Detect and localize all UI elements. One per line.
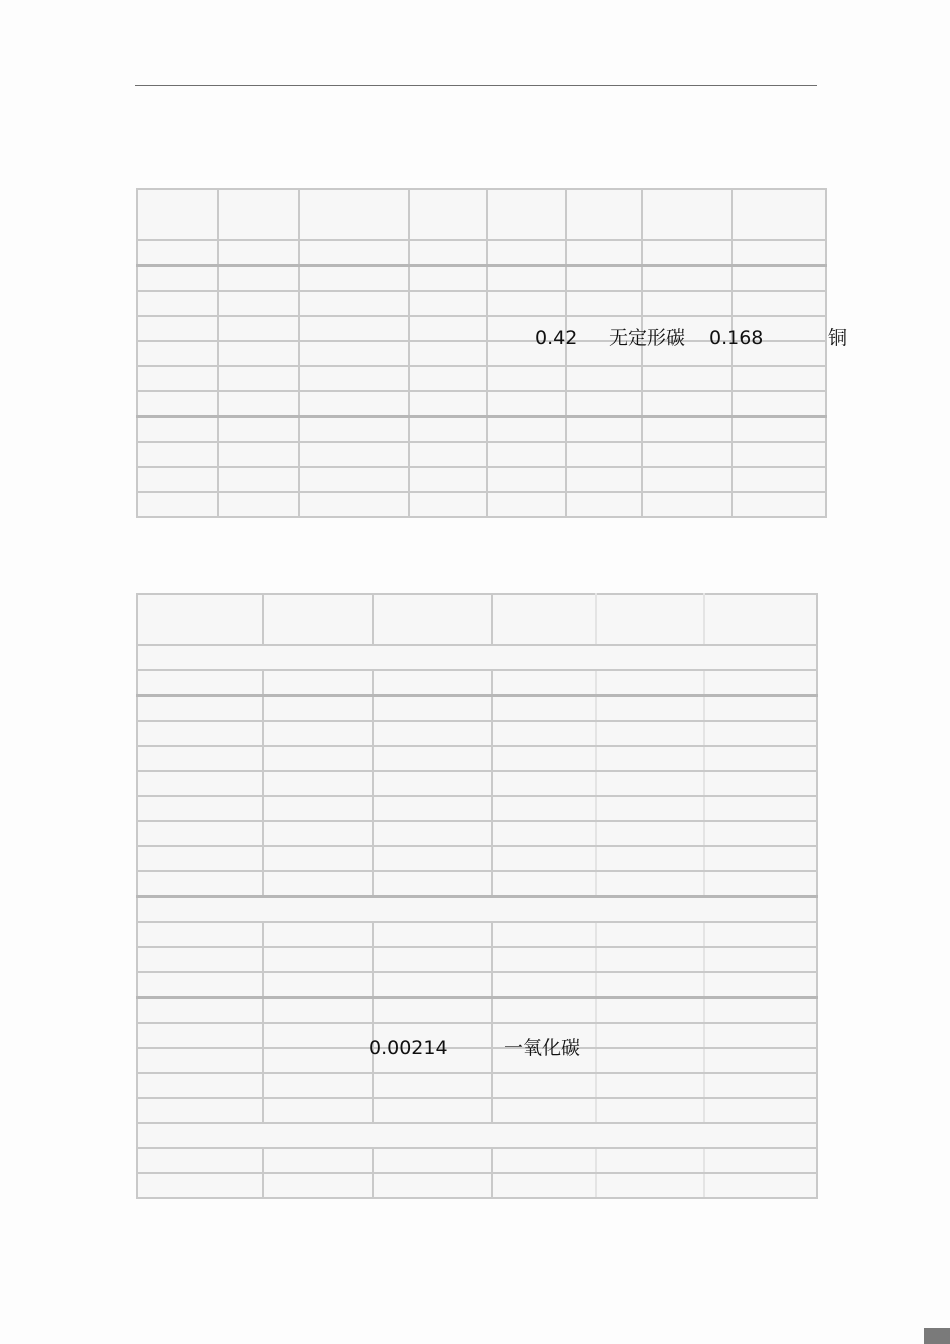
table-1-label-1: 无定形碳 — [609, 327, 686, 349]
table-2-value-1: 0.00214 — [369, 1037, 448, 1059]
page-corner-mark — [924, 1328, 950, 1344]
section-row — [137, 1123, 817, 1148]
section-row — [137, 897, 817, 923]
table-row — [137, 670, 817, 696]
table-row — [137, 1073, 817, 1098]
table-row — [137, 746, 817, 771]
table-row — [137, 696, 817, 722]
table-row — [137, 846, 817, 871]
table-row — [137, 972, 817, 998]
table-row — [137, 947, 817, 972]
table-row — [137, 821, 817, 846]
table-row — [137, 1148, 817, 1173]
table-row — [137, 240, 826, 266]
table-row — [137, 998, 817, 1024]
header-rule — [135, 85, 817, 86]
table-1-value-2: 0.168 — [709, 327, 764, 349]
table-row — [137, 366, 826, 391]
table-1-label-2: 铜 — [828, 327, 848, 349]
table-row — [137, 492, 826, 517]
table-1 — [136, 188, 827, 518]
table-row — [137, 1023, 817, 1048]
table-row — [137, 266, 826, 292]
table-row — [137, 721, 817, 746]
table-row — [137, 594, 817, 645]
table-row — [137, 391, 826, 417]
table-2-label-1: 一氧化碳 — [504, 1037, 581, 1059]
table-row — [137, 922, 817, 947]
table-row — [137, 189, 826, 240]
table-1-value-1: 0.42 — [535, 327, 578, 349]
table-row — [137, 771, 817, 796]
table-row — [137, 1048, 817, 1073]
table-row — [137, 796, 817, 821]
table-row — [137, 871, 817, 897]
table-row — [137, 1098, 817, 1123]
table-row — [137, 442, 826, 467]
table-row — [137, 417, 826, 443]
table-row — [137, 467, 826, 492]
table-row — [137, 291, 826, 316]
table-2 — [136, 593, 818, 1199]
table-row — [137, 1173, 817, 1198]
section-row — [137, 645, 817, 670]
